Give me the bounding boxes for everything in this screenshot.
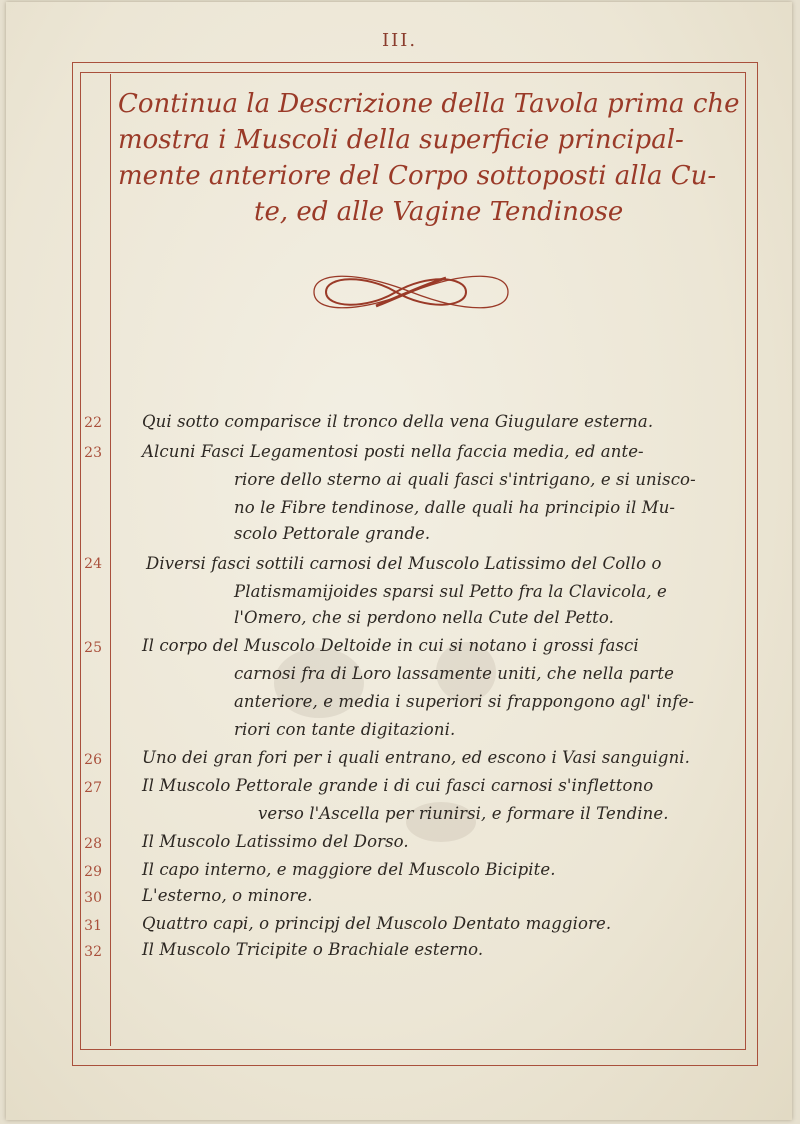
entry-line: Il Muscolo Pettorale grande i di cui fasci carnosi s'inflettono bbox=[142, 776, 654, 795]
margin-rule bbox=[110, 74, 111, 1046]
entry-number: 23 bbox=[84, 445, 102, 461]
entry-line: Alcuni Fasci Legamentosi posti nella faccia media, ed ante- bbox=[142, 442, 644, 461]
entry-line: Quattro capi, o principj del Muscolo Dentato maggiore. bbox=[142, 914, 612, 933]
manuscript-page bbox=[6, 2, 792, 1120]
entry-line: l'Omero, che si perdono nella Cute del Petto. bbox=[234, 608, 614, 627]
entry-number: 26 bbox=[84, 752, 102, 768]
entry-line: carnosi fra di Loro lassamente uniti, che nella parte bbox=[234, 664, 675, 683]
entry-line: Il corpo del Muscolo Deltoide in cui si notano i grossi fasci bbox=[142, 636, 639, 655]
entry-number: 32 bbox=[84, 944, 102, 960]
entry-line: Il Muscolo Latissimo del Dorso. bbox=[142, 832, 409, 851]
entry-number: 30 bbox=[84, 890, 102, 906]
entry-line: riore dello sterno ai quali fasci s'intrigano, e si unisco- bbox=[234, 470, 696, 489]
title-line: mente anteriore del Corpo sottoposti alla Cu- bbox=[118, 161, 717, 191]
entry-line: Uno dei gran fori per i quali entrano, ed escono i Vasi sanguigni. bbox=[142, 748, 691, 767]
entry-line: L'esterno, o minore. bbox=[142, 886, 313, 905]
title-line: mostra i Muscoli della superficie principal- bbox=[118, 125, 684, 155]
entry-number: 22 bbox=[84, 415, 102, 431]
entry-line: anteriore, e media i superiori si frappongono agl' infe- bbox=[234, 692, 695, 711]
entry-line: scolo Pettorale grande. bbox=[234, 524, 431, 543]
entry-line: verso l'Ascella per riunirsi, e formare il Tendine. bbox=[258, 804, 669, 823]
entry-line: Il capo interno, e maggiore del Muscolo Bicipite. bbox=[142, 860, 556, 879]
title-line: te, ed alle Vagine Tendinose bbox=[254, 197, 624, 227]
calligraphic-flourish bbox=[306, 266, 516, 318]
page-title bbox=[118, 86, 748, 230]
entry-number: 27 bbox=[84, 780, 102, 796]
entry-line: Il Muscolo Tricipite o Brachiale esterno. bbox=[142, 940, 484, 959]
entry-line: Diversi fasci sottili carnosi del Muscolo Latissimo del Collo o bbox=[146, 554, 662, 573]
entry-line: no le Fibre tendinose, dalle quali ha principio il Mu- bbox=[234, 498, 676, 517]
entry-line: Platismamijoides sparsi sul Petto fra la Clavicola, e bbox=[234, 582, 667, 601]
entry-line: Qui sotto comparisce il tronco della vena Giugulare esterna. bbox=[142, 412, 654, 431]
title-line: Continua la Descrizione della Tavola prima che bbox=[118, 89, 740, 119]
entry-number: 28 bbox=[84, 836, 102, 852]
entry-number: 31 bbox=[84, 918, 102, 934]
entry-line: riori con tante digitazioni. bbox=[234, 720, 456, 739]
entry-number: 24 bbox=[84, 556, 102, 572]
entry-number: 29 bbox=[84, 864, 102, 880]
entry-number: 25 bbox=[84, 640, 102, 656]
folio-number: III. bbox=[382, 30, 418, 51]
